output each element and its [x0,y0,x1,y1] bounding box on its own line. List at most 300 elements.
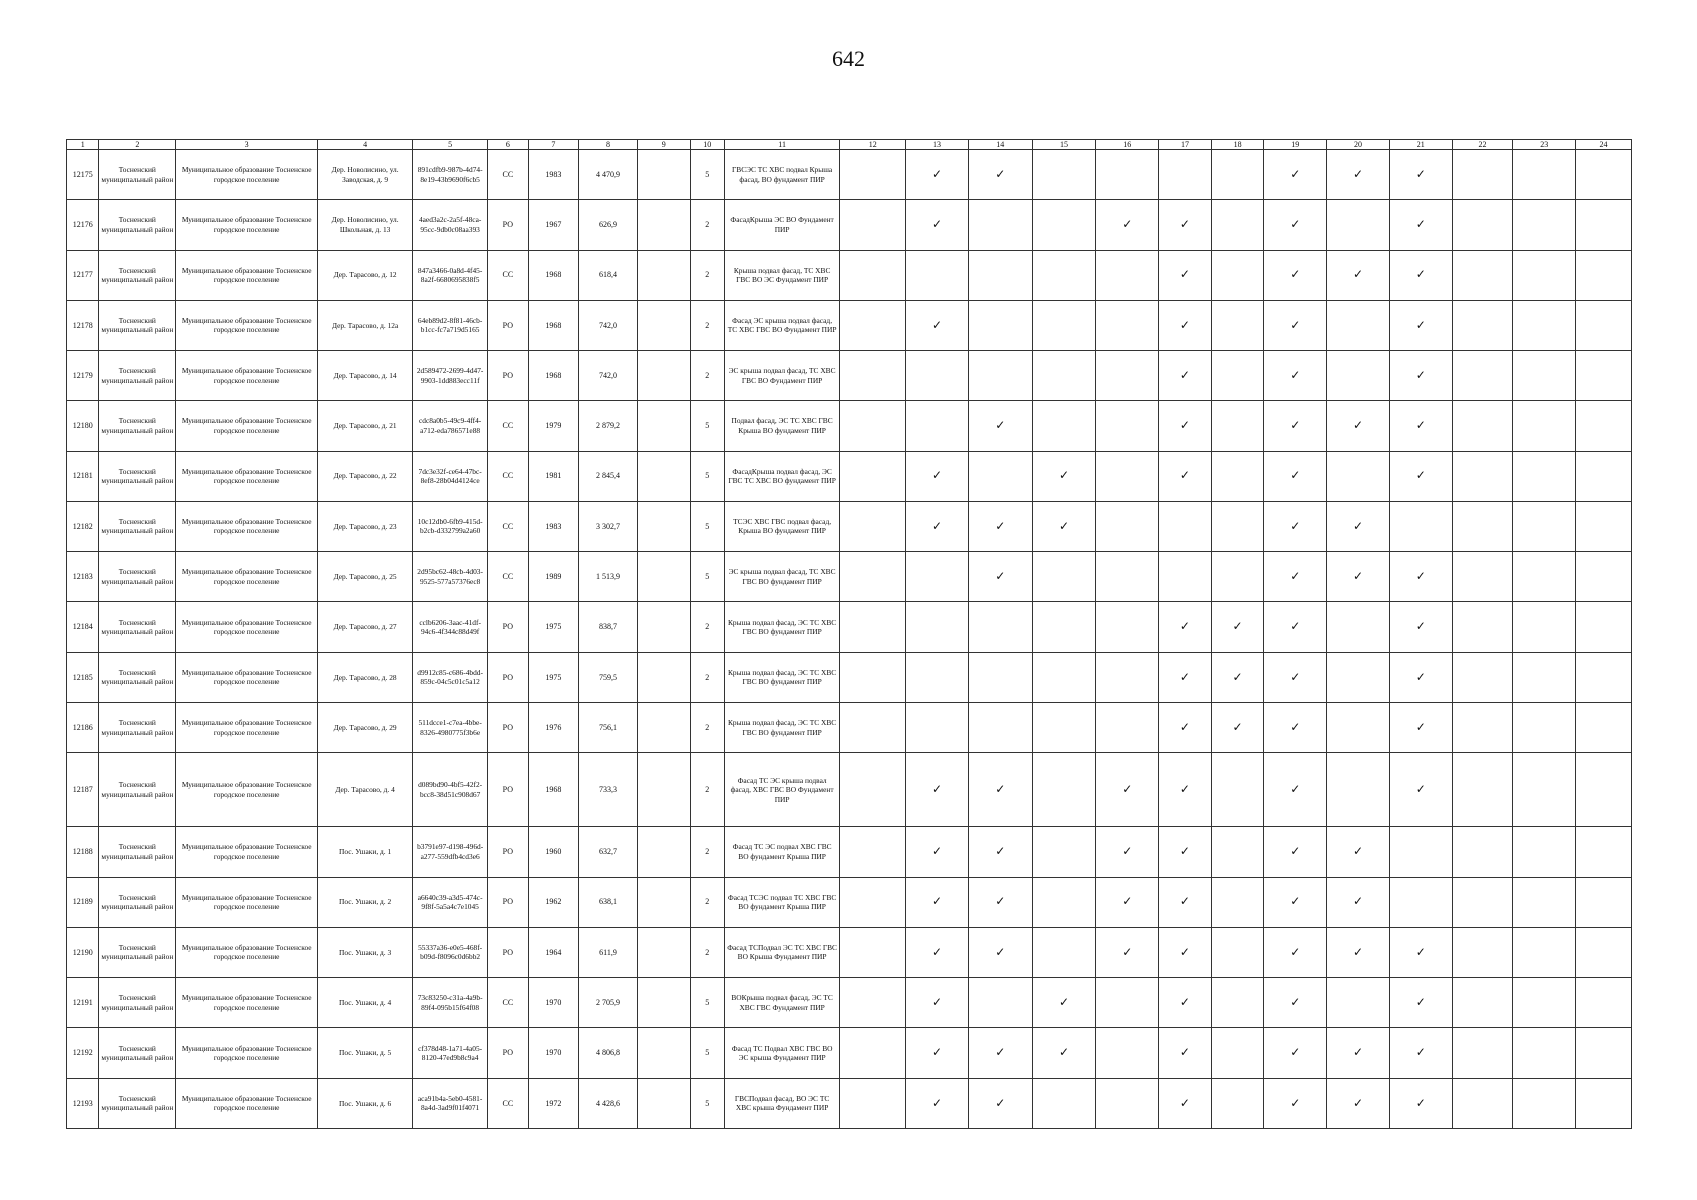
cell-guid: b3791e97-d198-496d-a277-559dfb4cd3e6 [413,827,488,877]
cell-col24 [1576,978,1632,1028]
check-mark-icon: ✓ [968,1078,1032,1128]
cell-col16 [1096,1028,1159,1078]
check-mark-icon: ✓ [1264,652,1327,702]
cell-floors: 2 [690,877,724,927]
cell-id: 12183 [67,552,99,602]
cell-floors: 5 [690,552,724,602]
table-row [67,1078,1632,1128]
cell-col13 [906,250,969,300]
table-body [67,150,1632,1129]
cell-col24 [1576,150,1632,200]
cell-id: 12182 [67,501,99,551]
column-header-13: 13 [906,140,969,150]
check-mark-icon: ✓ [1264,927,1327,977]
cell-district: Тосненский муниципальный район [99,1028,176,1078]
cell-col17 [1159,552,1212,602]
cell-col24 [1576,1028,1632,1078]
check-mark-icon: ✓ [1264,501,1327,551]
cell-year: 1967 [528,200,579,250]
check-mark-icon: ✓ [968,552,1032,602]
cell-year: 1968 [528,351,579,401]
cell-district: Тосненский муниципальный район [99,927,176,977]
table-row [67,150,1632,200]
check-mark-icon: ✓ [1389,451,1452,501]
check-mark-icon: ✓ [1389,1028,1452,1078]
check-mark-icon: ✓ [1264,200,1327,250]
cell-guid: 4aed3a2c-2a5f-48ca-95cc-9db0c08aa393 [413,200,488,250]
cell-year: 1989 [528,552,579,602]
check-mark-icon: ✓ [1327,150,1390,200]
cell-year: 1981 [528,451,579,501]
cell-col15 [1032,300,1096,350]
cell-col9 [637,877,690,927]
cell-col24 [1576,927,1632,977]
cell-district: Тосненский муниципальный район [99,300,176,350]
cell-col18 [1211,753,1264,827]
cell-col18 [1211,250,1264,300]
check-mark-icon: ✓ [1159,827,1212,877]
cell-id: 12175 [67,150,99,200]
cell-municipality: Муниципальное образование Тосненское городское поселение [176,552,318,602]
cell-col23 [1513,501,1576,551]
table-row [67,250,1632,300]
cell-col14 [968,652,1032,702]
cell-id: 12189 [67,877,99,927]
cell-floors: 2 [690,702,724,752]
cell-col12 [840,150,906,200]
cell-col24 [1576,552,1632,602]
cell-col12 [840,877,906,927]
check-mark-icon: ✓ [1096,927,1159,977]
check-mark-icon: ✓ [1327,250,1390,300]
check-mark-icon: ✓ [1264,552,1327,602]
cell-col9 [637,927,690,977]
check-mark-icon: ✓ [1159,300,1212,350]
cell-col22 [1452,401,1513,451]
cell-district: Тосненский муниципальный район [99,652,176,702]
cell-col24 [1576,451,1632,501]
cell-type: СС [488,501,528,551]
cell-col23 [1513,827,1576,877]
cell-year: 1968 [528,300,579,350]
cell-area: 1 513,9 [579,552,638,602]
cell-col9 [637,150,690,200]
check-mark-icon: ✓ [1389,250,1452,300]
cell-col22 [1452,753,1513,827]
column-header-6: 6 [488,140,528,150]
table-row [67,401,1632,451]
cell-col18 [1211,1078,1264,1128]
cell-address: Дер. Тарасово, д. 27 [318,602,413,652]
cell-municipality: Муниципальное образование Тосненское городское поселение [176,1078,318,1128]
check-mark-icon: ✓ [968,927,1032,977]
cell-year: 1983 [528,150,579,200]
cell-type: РО [488,300,528,350]
cell-floors: 5 [690,451,724,501]
cell-works: ФасадКрыша ЭС ВО Фундамент ПИР [724,200,839,250]
check-mark-icon: ✓ [1264,827,1327,877]
check-mark-icon: ✓ [1159,250,1212,300]
check-mark-icon: ✓ [1264,150,1327,200]
cell-works: Крыша подвал фасад, ТС ХВС ГВС ВО ЭС Фундамент ПИР [724,250,839,300]
check-mark-icon: ✓ [1389,927,1452,977]
cell-municipality: Муниципальное образование Тосненское городское поселение [176,200,318,250]
check-mark-icon: ✓ [968,753,1032,827]
cell-col18 [1211,552,1264,602]
cell-municipality: Муниципальное образование Тосненское городское поселение [176,652,318,702]
cell-col9 [637,753,690,827]
cell-id: 12186 [67,702,99,752]
cell-works: ЭС крыша подвал фасад, ТС ХВС ГВС ВО Фундамент ПИР [724,351,839,401]
check-mark-icon: ✓ [1264,451,1327,501]
cell-col22 [1452,300,1513,350]
cell-municipality: Муниципальное образование Тосненское городское поселение [176,602,318,652]
cell-works: Фасад ТСЭС подвал ТС ХВС ГВС ВО фундамент Крыша ПИР [724,877,839,927]
cell-col18 [1211,1028,1264,1078]
cell-col16 [1096,1078,1159,1128]
cell-col9 [637,1078,690,1128]
cell-col20 [1327,300,1390,350]
cell-district: Тосненский муниципальный район [99,978,176,1028]
cell-floors: 2 [690,753,724,827]
check-mark-icon: ✓ [1159,351,1212,401]
check-mark-icon: ✓ [1159,753,1212,827]
cell-col16 [1096,150,1159,200]
check-mark-icon: ✓ [1389,552,1452,602]
table-row [67,300,1632,350]
cell-col16 [1096,552,1159,602]
cell-district: Тосненский муниципальный район [99,827,176,877]
cell-district: Тосненский муниципальный район [99,150,176,200]
cell-district: Тосненский муниципальный район [99,877,176,927]
check-mark-icon: ✓ [1327,877,1390,927]
cell-municipality: Муниципальное образование Тосненское городское поселение [176,1028,318,1078]
cell-area: 742,0 [579,351,638,401]
cell-col23 [1513,451,1576,501]
column-header-10: 10 [690,140,724,150]
cell-col22 [1452,702,1513,752]
check-mark-icon: ✓ [968,401,1032,451]
check-mark-icon: ✓ [1159,1028,1212,1078]
cell-floors: 5 [690,978,724,1028]
cell-municipality: Муниципальное образование Тосненское городское поселение [176,150,318,200]
cell-col24 [1576,877,1632,927]
cell-guid: 73c83250-c31a-4a9b-89f4-095b15f64f08 [413,978,488,1028]
cell-year: 1975 [528,652,579,702]
cell-col22 [1452,501,1513,551]
cell-col18 [1211,150,1264,200]
cell-id: 12178 [67,300,99,350]
cell-area: 2 845,4 [579,451,638,501]
check-mark-icon: ✓ [1159,602,1212,652]
cell-id: 12187 [67,753,99,827]
cell-id: 12192 [67,1028,99,1078]
check-mark-icon: ✓ [1264,753,1327,827]
cell-guid: 7dc3e32f-ce64-47bc-8ef8-28b04d4124ce [413,451,488,501]
cell-col13 [906,652,969,702]
table-row [67,978,1632,1028]
cell-works: ГВСЭС ТС ХВС подвал Крыша фасад, ВО фундамент ПИР [724,150,839,200]
cell-address: Дер. Тарасово, д. 22 [318,451,413,501]
cell-col20 [1327,978,1390,1028]
cell-guid: d9912c85-c686-4bdd-859c-04c5c01c5a12 [413,652,488,702]
check-mark-icon: ✓ [1389,150,1452,200]
cell-id: 12193 [67,1078,99,1128]
cell-works: ГВСПодвал фасад, ВО ЭС ТС ХВС крыша Фундамент ПИР [724,1078,839,1128]
cell-col16 [1096,702,1159,752]
cell-col23 [1513,652,1576,702]
cell-works: Фасад ТС ЭС крыша подвал фасад, ХВС ГВС ВО Фундамент ПИР [724,753,839,827]
table-row [67,827,1632,877]
check-mark-icon: ✓ [1264,1078,1327,1128]
cell-col14 [968,602,1032,652]
cell-municipality: Муниципальное образование Тосненское городское поселение [176,753,318,827]
cell-col9 [637,827,690,877]
cell-col16 [1096,602,1159,652]
cell-type: РО [488,827,528,877]
cell-col20 [1327,200,1390,250]
check-mark-icon: ✓ [1389,652,1452,702]
column-header-20: 20 [1327,140,1390,150]
cell-year: 1968 [528,753,579,827]
column-header-17: 17 [1159,140,1212,150]
cell-works: ЭС крыша подвал фасад, ТС ХВС ГВС ВО фундамент ПИР [724,552,839,602]
check-mark-icon: ✓ [1327,501,1390,551]
cell-col16 [1096,300,1159,350]
check-mark-icon: ✓ [1159,978,1212,1028]
check-mark-icon: ✓ [906,451,969,501]
cell-id: 12179 [67,351,99,401]
cell-area: 632,7 [579,827,638,877]
cell-guid: 847a3466-0a8d-4f45-8a2f-6680695838f5 [413,250,488,300]
cell-col22 [1452,1078,1513,1128]
column-number-row [67,140,1632,150]
cell-area: 2 705,9 [579,978,638,1028]
cell-type: РО [488,753,528,827]
table-row [67,200,1632,250]
cell-address: Дер. Тарасово, д. 12 [318,250,413,300]
cell-col15 [1032,602,1096,652]
cell-address: Пос. Ушаки, д. 5 [318,1028,413,1078]
cell-type: РО [488,351,528,401]
cell-address: Пос. Ушаки, д. 1 [318,827,413,877]
cell-municipality: Муниципальное образование Тосненское городское поселение [176,351,318,401]
cell-year: 1962 [528,877,579,927]
cell-col16 [1096,501,1159,551]
column-header-23: 23 [1513,140,1576,150]
cell-col18 [1211,827,1264,877]
cell-col12 [840,300,906,350]
cell-guid: cf378d48-1a71-4a05-8120-47ed9b8c9a4 [413,1028,488,1078]
cell-col12 [840,652,906,702]
check-mark-icon: ✓ [906,1078,969,1128]
cell-type: СС [488,401,528,451]
check-mark-icon: ✓ [1389,351,1452,401]
cell-type: РО [488,652,528,702]
cell-year: 1964 [528,927,579,977]
cell-year: 1960 [528,827,579,877]
cell-address: Дер. Тарасово, д. 29 [318,702,413,752]
cell-guid: d089bd90-4bf5-42f2-bcc8-38d51c908d67 [413,753,488,827]
check-mark-icon: ✓ [1327,927,1390,977]
cell-col23 [1513,552,1576,602]
cell-id: 12188 [67,827,99,877]
cell-municipality: Муниципальное образование Тосненское городское поселение [176,250,318,300]
column-header-1: 1 [67,140,99,150]
cell-address: Дер. Тарасово, д. 4 [318,753,413,827]
cell-type: СС [488,978,528,1028]
cell-col22 [1452,200,1513,250]
table-row [67,753,1632,827]
table-row [67,602,1632,652]
cell-district: Тосненский муниципальный район [99,702,176,752]
check-mark-icon: ✓ [1159,451,1212,501]
cell-address: Дер. Новолисино, ул. Школьная, д. 13 [318,200,413,250]
cell-col22 [1452,652,1513,702]
cell-col24 [1576,702,1632,752]
cell-year: 1970 [528,1028,579,1078]
cell-floors: 2 [690,351,724,401]
cell-municipality: Муниципальное образование Тосненское городское поселение [176,451,318,501]
cell-col22 [1452,150,1513,200]
cell-col15 [1032,250,1096,300]
cell-col23 [1513,602,1576,652]
cell-col9 [637,552,690,602]
cell-guid: cclb6206-3aac-41df-94c6-4f344c88d49f [413,602,488,652]
cell-col16 [1096,978,1159,1028]
check-mark-icon: ✓ [968,877,1032,927]
check-mark-icon: ✓ [906,1028,969,1078]
check-mark-icon: ✓ [906,501,969,551]
cell-col24 [1576,501,1632,551]
cell-col22 [1452,927,1513,977]
cell-floors: 5 [690,401,724,451]
column-header-3: 3 [176,140,318,150]
cell-col9 [637,401,690,451]
cell-area: 756,1 [579,702,638,752]
check-mark-icon: ✓ [906,200,969,250]
cell-works: Подвал фасад, ЭС ТС ХВС ГВС Крыша ВО фундамент ПИР [724,401,839,451]
cell-floors: 2 [690,200,724,250]
cell-col23 [1513,978,1576,1028]
cell-year: 1970 [528,978,579,1028]
cell-area: 2 879,2 [579,401,638,451]
cell-district: Тосненский муниципальный район [99,351,176,401]
cell-floors: 2 [690,250,724,300]
cell-address: Дер. Тарасово, д. 25 [318,552,413,602]
cell-district: Тосненский муниципальный район [99,753,176,827]
cell-id: 12184 [67,602,99,652]
cell-col24 [1576,827,1632,877]
cell-municipality: Муниципальное образование Тосненское городское поселение [176,401,318,451]
cell-col17 [1159,501,1212,551]
cell-col16 [1096,250,1159,300]
cell-col18 [1211,451,1264,501]
cell-type: СС [488,1078,528,1128]
cell-guid: cdc8a0b5-49c9-4ff4-a712-eda786571e88 [413,401,488,451]
cell-year: 1983 [528,501,579,551]
check-mark-icon: ✓ [1211,602,1264,652]
cell-guid: 10c12db0-6fb9-415d-b2cb-d332799a2a60 [413,501,488,551]
cell-col15 [1032,827,1096,877]
cell-type: РО [488,200,528,250]
housing-registry-table [66,139,1632,1129]
cell-type: РО [488,1028,528,1078]
cell-col14 [968,978,1032,1028]
cell-col12 [840,827,906,877]
cell-district: Тосненский муниципальный район [99,552,176,602]
cell-year: 1979 [528,401,579,451]
cell-col20 [1327,753,1390,827]
check-mark-icon: ✓ [1264,250,1327,300]
cell-col13 [906,351,969,401]
cell-col22 [1452,1028,1513,1078]
cell-col9 [637,351,690,401]
check-mark-icon: ✓ [1159,877,1212,927]
cell-col20 [1327,602,1390,652]
column-header-5: 5 [413,140,488,150]
cell-area: 733,3 [579,753,638,827]
check-mark-icon: ✓ [1096,200,1159,250]
cell-floors: 5 [690,501,724,551]
cell-district: Тосненский муниципальный район [99,451,176,501]
cell-municipality: Муниципальное образование Тосненское городское поселение [176,927,318,977]
cell-col15 [1032,652,1096,702]
cell-address: Дер. Тарасово, д. 14 [318,351,413,401]
cell-col16 [1096,652,1159,702]
cell-area: 742,0 [579,300,638,350]
cell-address: Пос. Ушаки, д. 3 [318,927,413,977]
cell-municipality: Муниципальное образование Тосненское городское поселение [176,827,318,877]
cell-col9 [637,300,690,350]
column-header-18: 18 [1211,140,1264,150]
table-row [67,652,1632,702]
check-mark-icon: ✓ [1264,602,1327,652]
check-mark-icon: ✓ [968,827,1032,877]
table-row [67,451,1632,501]
cell-col23 [1513,702,1576,752]
check-mark-icon: ✓ [968,1028,1032,1078]
cell-district: Тосненский муниципальный район [99,401,176,451]
cell-col18 [1211,401,1264,451]
cell-district: Тосненский муниципальный район [99,200,176,250]
cell-col24 [1576,602,1632,652]
check-mark-icon: ✓ [1327,827,1390,877]
cell-works: ТСЭС ХВС ГВС подвал фасад, Крыша ВО фундамент ПИР [724,501,839,551]
check-mark-icon: ✓ [1211,702,1264,752]
cell-type: РО [488,927,528,977]
cell-municipality: Муниципальное образование Тосненское городское поселение [176,702,318,752]
check-mark-icon: ✓ [1096,753,1159,827]
column-header-19: 19 [1264,140,1327,150]
cell-col18 [1211,200,1264,250]
cell-col22 [1452,552,1513,602]
column-header-12: 12 [840,140,906,150]
cell-col14 [968,250,1032,300]
cell-year: 1968 [528,250,579,300]
cell-works: Крыша подвал фасад, ЭС ТС ХВС ГВС ВО фундамент ПИР [724,652,839,702]
cell-floors: 2 [690,927,724,977]
cell-address: Пос. Ушаки, д. 4 [318,978,413,1028]
cell-col23 [1513,1028,1576,1078]
check-mark-icon: ✓ [1327,1078,1390,1128]
cell-col21 [1389,827,1452,877]
cell-col16 [1096,401,1159,451]
cell-guid: 511dcce1-c7ea-4bbe-8326-4980775f3b6e [413,702,488,752]
check-mark-icon: ✓ [1096,877,1159,927]
check-mark-icon: ✓ [1264,978,1327,1028]
cell-area: 626,9 [579,200,638,250]
